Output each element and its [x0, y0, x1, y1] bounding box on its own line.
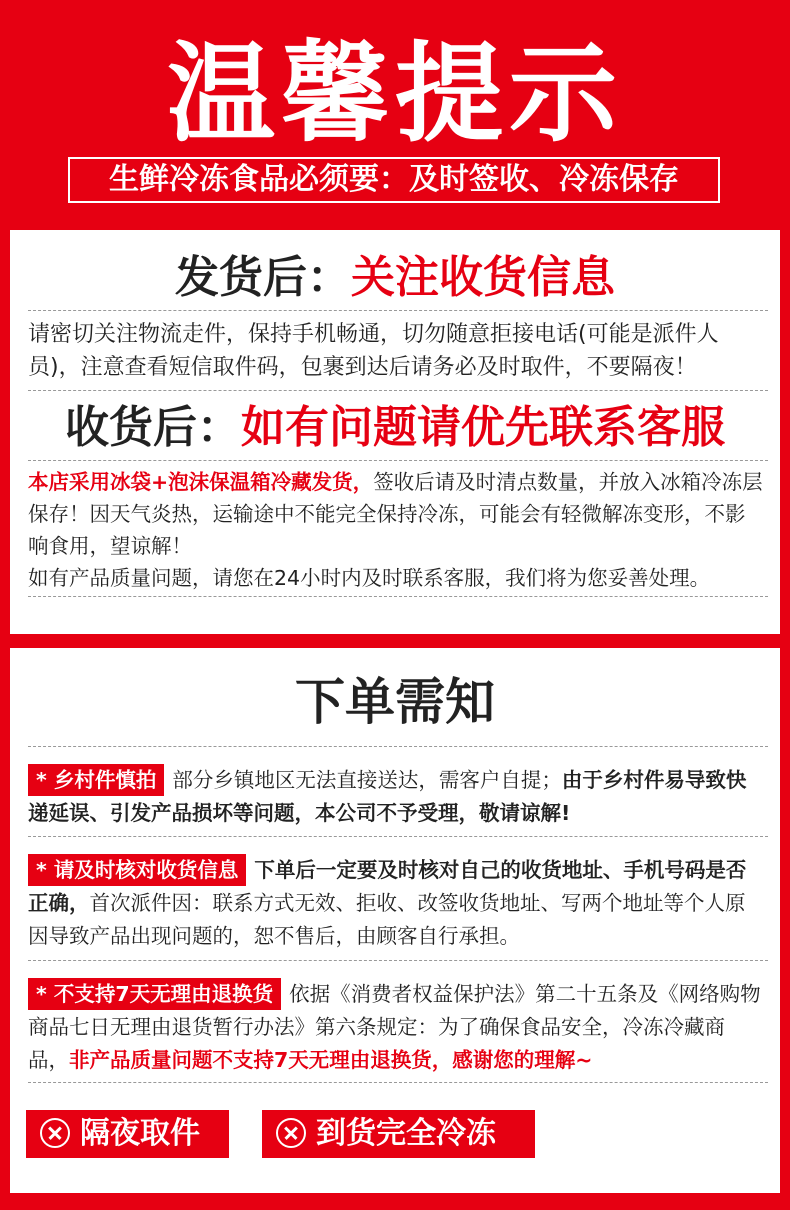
order-note-text: 部分乡镇地区无法直接送达，需客户自提； — [172, 768, 562, 792]
close-circle-icon — [276, 1118, 306, 1148]
order-note-item — [28, 978, 763, 1077]
order-note-item — [28, 854, 763, 953]
after-receive-text-line4: 如有产品质量问题，请您在24小时内及时联系客服，我们将为您妥善处理。 — [28, 566, 711, 590]
page-title: 温馨提示 — [166, 32, 623, 157]
after-ship-heading — [10, 250, 780, 306]
divider — [28, 836, 768, 837]
fully-frozen-badge — [262, 1110, 535, 1158]
after-receive-heading-highlight: 如有问题请优先联系客服 — [241, 402, 725, 453]
after-receive-text-rest: 签收后请及时清点数量，并放入冰箱冷冻层保存！因天气炎热，运输途中不能完全保持冷冻，可能会有轻微解冻变形，不影响食用，望谅解！ — [28, 470, 763, 558]
divider — [28, 596, 768, 597]
order-note-tag: * 请及时核对收货信息 — [28, 854, 246, 886]
after-receive-heading-prefix: 收货后： — [65, 402, 241, 453]
order-note-text-bold: 下单后一定要及时核对自己的收货地址、手机号码是否正确， — [28, 858, 747, 915]
shipping-info-panel — [10, 230, 780, 634]
order-notes-heading: 下单需知 — [295, 673, 495, 731]
divider — [28, 746, 768, 747]
divider — [28, 390, 768, 391]
order-note-text: 首次派件因：联系方式无效、拒收、改签收货地址、写两个地址等个人原因导致产品出现问题的，恕不售后，由顾客自行承担。 — [28, 891, 746, 948]
divider — [28, 310, 768, 311]
subtitle-banner: 生鲜冷冻食品必须要：及时签收、冷冻保存 — [68, 157, 720, 203]
fully-frozen-label: 到货完全冷冻 — [316, 1116, 496, 1151]
close-circle-icon — [40, 1118, 70, 1148]
after-receive-text — [28, 466, 763, 562]
divider — [28, 460, 768, 461]
order-note-item — [28, 764, 763, 830]
after-ship-heading-highlight: 关注收货信息 — [351, 252, 615, 303]
order-note-text-red: 非产品质量问题不支持7天无理由退换货，感谢您的理解~ — [69, 1048, 593, 1072]
after-receive-heading — [10, 400, 780, 456]
divider — [28, 1082, 768, 1083]
after-ship-heading-prefix: 发货后： — [175, 252, 351, 303]
overnight-pickup-badge — [26, 1110, 229, 1158]
order-note-tag: * 乡村件慎拍 — [28, 764, 164, 796]
after-receive-text-highlight: 本店采用冰袋+泡沫保温箱冷藏发货， — [28, 470, 374, 494]
overnight-pickup-label: 隔夜取件 — [80, 1116, 200, 1151]
order-note-tag: * 不支持7天无理由退换货 — [28, 978, 281, 1010]
order-note-text-bold: 由于乡村件易导致快递延误、引发产品损坏等问题，本公司不予受理，敬请谅解! — [28, 768, 747, 825]
order-note-text: 依据《消费者权益保护法》第二十五条及《网络购物商品七日无理由退货暂行办法》第六条规定：为了确保食品安全，冷冻冷藏商品， — [28, 982, 761, 1072]
after-ship-text: 请密切关注物流走件，保持手机畅通，切勿随意拒接电话(可能是派件人员)，注意查看短信取件码，包裹到达后请务必及时取件，不要隔夜！ — [28, 322, 719, 380]
divider — [28, 960, 768, 961]
